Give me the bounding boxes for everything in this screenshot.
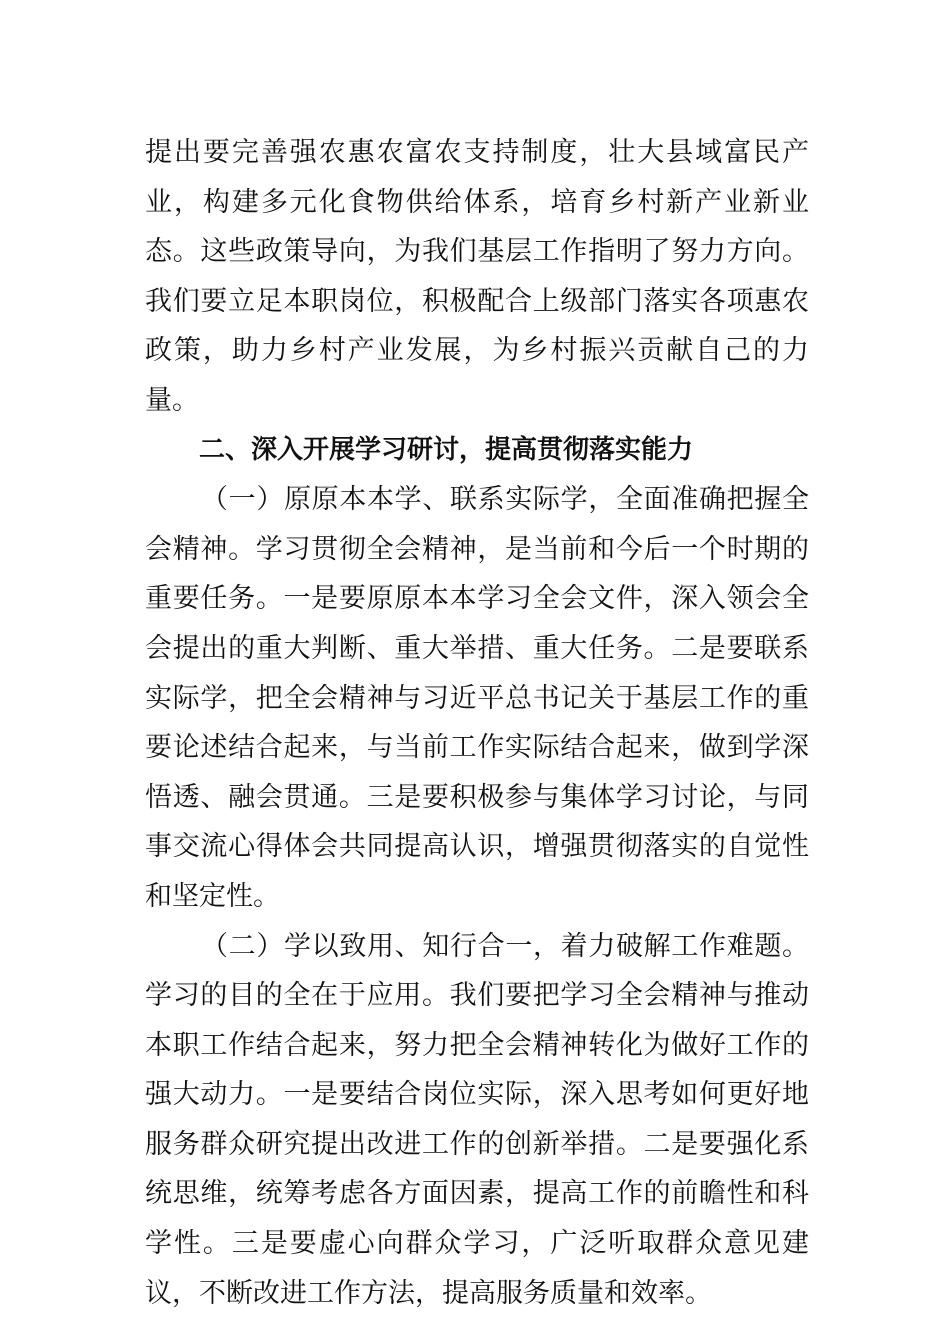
paragraph-subsection-2: （二）学以致用、知行合一，着力破解工作难题。学习的目的全在于应用。我们要把学习全会精神与推动本职工作结合起来，努力把全会精神转化为做好工作的强大动力。一是要结合岗位实际，深入思考如何更好地服务群众研究提出改进工作的创新举措。二是要强化系统思维，统筹考虑各方面因素，提高工作的前瞻性和科学性。三是要虚心向群众学习，广泛听取群众意见建议，不断改进工作方法，提高服务质量和效率。 bbox=[145, 930, 809, 1309]
paragraph-subsection-1: （一）原原本本学、联系实际学，全面准确把握全会精神。学习贯彻全会精神，是当前和今后一个时期的重要任务。一是要原原本本学习全会文件，深入领会全会提出的重大判断、重大举措、重大任务。二是要联系实际学，把全会精神与习近平总书记关于基层工作的重要论述结合起来，与当前工作实际结合起来，做到学深悟透、融会贯通。三是要积极参与集体学习讨论，与同事交流心得体会共同提高认识，增强贯彻落实的自觉性和坚定性。 bbox=[145, 484, 809, 912]
document-body bbox=[145, 128, 809, 1318]
paragraph-continuation: 提出要完善强农惠农富农支持制度，壮大县域富民产业，构建多元化食物供给体系，培育乡村新产业新业态。这些政策导向，为我们基层工作指明了努力方向。我们要立足本职岗位，积极配合上级部门落实各项惠农政策，助力乡村产业发展，为乡村振兴贡献自己的力量。 bbox=[145, 137, 809, 416]
section-heading: 二、深入开展学习研讨，提高贯彻落实能力 bbox=[199, 434, 694, 465]
